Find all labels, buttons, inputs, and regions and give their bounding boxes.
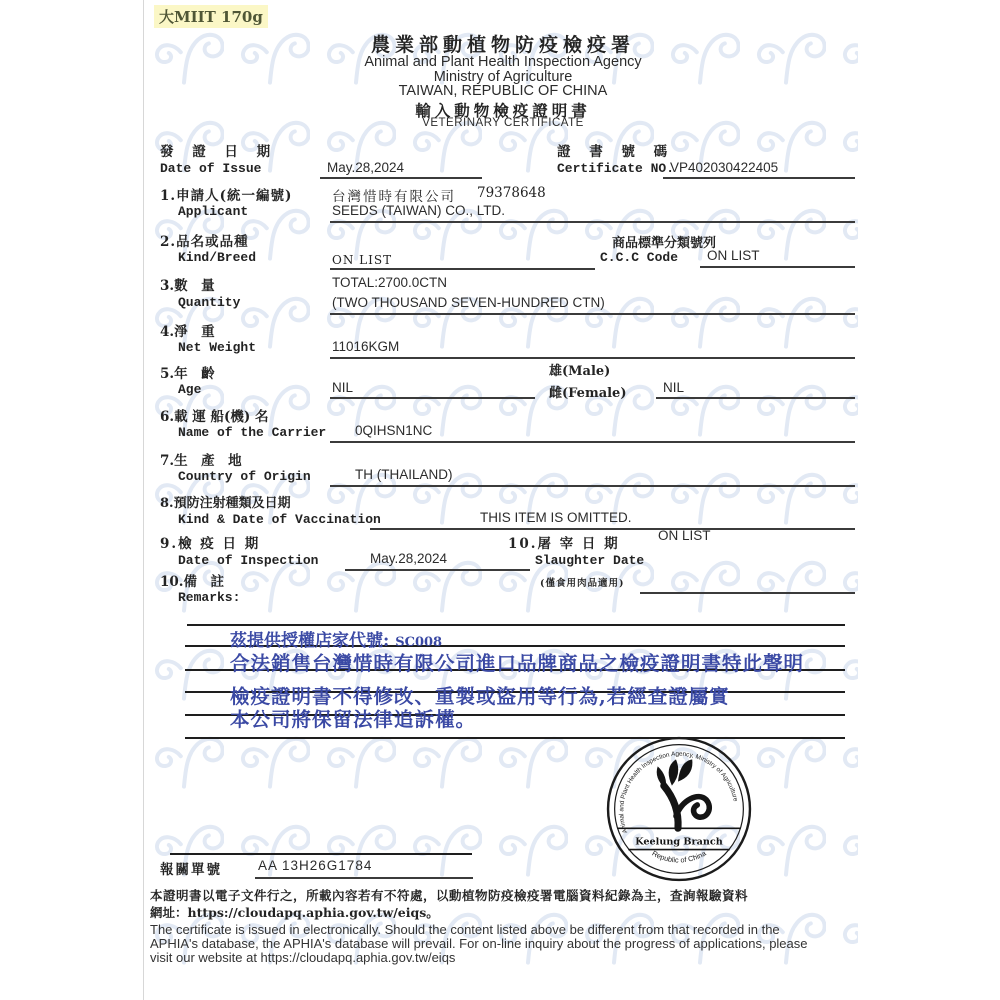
seal-branch-text: Keelung Branch bbox=[635, 836, 723, 848]
male-label: 雄(Male) bbox=[549, 364, 611, 379]
ministry-line: Ministry of Agriculture bbox=[433, 69, 573, 85]
applicant-label-en: Applicant bbox=[178, 204, 249, 219]
country-line: TAIWAN, REPUBLIC OF CHINA bbox=[398, 83, 608, 99]
customs-value: AA 13H26G1784 bbox=[258, 858, 373, 873]
female-value: NIL bbox=[663, 380, 685, 395]
footer-en-line-3: visit our website at https://cloudapq.aphia.gov.tw/eiqs bbox=[150, 950, 456, 965]
seal-tree-icon bbox=[657, 759, 710, 828]
carrier-value: 0QIHSN1NC bbox=[355, 423, 433, 438]
carrier-label-en: Name of the Carrier bbox=[178, 425, 327, 440]
underline bbox=[330, 313, 855, 315]
underline bbox=[330, 268, 595, 270]
age-label-en: Age bbox=[178, 382, 202, 397]
origin-label-en: Country of Origin bbox=[178, 469, 311, 484]
watermark-motif-icon bbox=[410, 820, 482, 878]
remark-line-1-zh: 茲提供授權店家代號: bbox=[230, 631, 390, 651]
footer-zh-line-1: 本證明書以電子文件行之，所載內容若有不符處，以動植物防疫檢疫署電腦資料紀錄為主，查詢報驗資料 bbox=[150, 888, 749, 903]
origin-label-zh: 7.生 產 地 bbox=[160, 453, 242, 469]
net-weight-label-zh: 4.淨 重 bbox=[160, 324, 215, 340]
agency-title-zh: 農業部動植物防疫檢疫署 bbox=[370, 34, 635, 56]
watermark-motif-icon bbox=[840, 468, 858, 526]
vaccination-label-zh: 8.預防注射種類及日期 bbox=[160, 496, 291, 511]
inspection-label-zh: 9.檢 疫 日 期 bbox=[160, 536, 261, 552]
watermark-motif-icon bbox=[840, 908, 858, 966]
watermark-motif-icon bbox=[840, 820, 858, 878]
underline bbox=[370, 528, 855, 530]
watermark-motif-icon bbox=[754, 204, 826, 262]
watermark-motif-icon bbox=[668, 292, 740, 350]
certificate-title-en: VETERINARY CERTIFICATE bbox=[422, 117, 584, 129]
watermark-motif-icon bbox=[754, 380, 826, 438]
underline bbox=[640, 592, 855, 594]
remarks-label-en: Remarks: bbox=[178, 590, 241, 605]
watermark-motif-icon bbox=[840, 732, 858, 790]
age-label-zh: 5.年 齡 bbox=[160, 366, 215, 382]
issue-date-value: May.28,2024 bbox=[327, 160, 405, 175]
ccc-value: ON LIST bbox=[707, 248, 760, 263]
female-label: 雌(Female) bbox=[549, 386, 627, 401]
watermark-motif-icon bbox=[840, 556, 858, 614]
net-weight-value: 11016KGM bbox=[332, 339, 400, 354]
remark-line-2: 合法銷售台灣惜時有限公司進口品牌商品之檢疫證明書特此聲明 bbox=[230, 652, 805, 675]
underline bbox=[330, 397, 535, 399]
net-weight-label-en: Net Weight bbox=[178, 340, 257, 355]
origin-value: TH (THAILAND) bbox=[355, 467, 453, 482]
certificate-title-zh: 輸入動物檢疫證明書 bbox=[415, 101, 591, 120]
watermark-motif-icon bbox=[840, 380, 858, 438]
remarks-label-zh: 10.備 註 bbox=[160, 574, 224, 590]
underline bbox=[330, 441, 855, 443]
slaughter-value: ON LIST bbox=[658, 528, 711, 543]
quantity-label-en: Quantity bbox=[178, 295, 241, 310]
seal-ring-text-bottom: Republic of China bbox=[650, 848, 708, 865]
watermark-motif-icon bbox=[668, 468, 740, 526]
watermark-motif-icon bbox=[238, 732, 310, 790]
underline bbox=[320, 177, 482, 179]
ccc-label-en: C.C.C Code bbox=[600, 250, 679, 265]
watermark-motif-icon bbox=[152, 732, 224, 790]
seal-ring-text-top: Animal and Plant Health Inspection Agency, Ministry of Agriculture bbox=[618, 750, 739, 835]
watermark-motif-icon bbox=[754, 820, 826, 878]
watermark-motif-icon bbox=[668, 556, 740, 614]
underline bbox=[656, 397, 855, 399]
kind-label-zh: 2.品名或品種 bbox=[160, 234, 249, 250]
underline bbox=[330, 221, 855, 223]
kind-value: ON LIST bbox=[332, 253, 393, 267]
watermark-motif-icon bbox=[754, 556, 826, 614]
slaughter-note: (僅食用肉品適用) bbox=[540, 578, 625, 589]
inspection-value: May.28,2024 bbox=[370, 551, 448, 566]
issue-date-label-en: Date of Issue bbox=[160, 161, 262, 176]
certificate-no-label-zh: 證 書 號 碼 bbox=[557, 144, 675, 160]
applicant-name-zh: 台灣惜時有限公司 bbox=[332, 189, 456, 205]
watermark-motif-icon bbox=[754, 292, 826, 350]
slaughter-label-en: Slaughter Date bbox=[535, 553, 645, 568]
underline bbox=[255, 877, 473, 879]
underline bbox=[330, 485, 855, 487]
ccc-label-zh: 商品標準分類號列 bbox=[612, 236, 717, 251]
kind-label-en: Kind/Breed bbox=[178, 250, 257, 265]
vaccination-label-en: Kind & Date of Vaccination bbox=[178, 512, 381, 527]
quantity-value-1: TOTAL:2700.0CTN bbox=[332, 275, 448, 290]
watermark-motif-icon bbox=[840, 292, 858, 350]
remark-line-1-code: SC008 bbox=[395, 635, 443, 650]
vaccination-value: THIS ITEM IS OMITTED. bbox=[480, 510, 632, 525]
scan-left-edge bbox=[143, 0, 144, 1000]
customs-label: 報關單號 bbox=[160, 862, 222, 878]
footer-en-line-1: The certificate is issued in electronically. Should the content listed above be different from that recorded in the bbox=[150, 922, 780, 937]
underline bbox=[330, 357, 855, 359]
product-tag-label: 大MIIT 170g bbox=[154, 5, 268, 28]
watermark-motif-icon bbox=[496, 204, 568, 262]
watermark-motif-icon bbox=[754, 468, 826, 526]
watermark-motif-icon bbox=[754, 732, 826, 790]
underline bbox=[345, 569, 530, 571]
certificate-no-label-en: Certificate NO. bbox=[557, 161, 675, 176]
quantity-value-2: (TWO THOUSAND SEVEN-HUNDRED CTN) bbox=[332, 295, 605, 310]
issue-date-label-zh: 發 證 日 期 bbox=[160, 144, 278, 160]
agency-title-en: Animal and Plant Health Inspection Agency bbox=[364, 54, 642, 70]
applicant-uniform-no: 79378648 bbox=[477, 185, 546, 201]
watermark-motif-icon bbox=[152, 644, 224, 702]
customs-top-line bbox=[170, 853, 472, 855]
inspection-label-en: Date of Inspection bbox=[178, 553, 319, 568]
applicant-label-zh: 1.申請人(統一編號) bbox=[160, 188, 293, 204]
remark-line-4: 本公司將保留法律追訴權。 bbox=[230, 708, 477, 731]
watermark-motif-icon bbox=[324, 732, 396, 790]
watermark-motif-icon bbox=[496, 820, 568, 878]
official-seal bbox=[605, 735, 753, 883]
carrier-label-zh: 6.載 運 船(機) 名 bbox=[160, 409, 269, 425]
certificate-no-value: VP402030422405 bbox=[670, 160, 779, 175]
watermark-motif-icon bbox=[410, 732, 482, 790]
slaughter-label-zh: 10.屠 宰 日 期 bbox=[508, 536, 620, 552]
underline bbox=[663, 177, 855, 179]
footer-zh-line-2: 網址：https://cloudapq.aphia.gov.tw/eiqs。 bbox=[150, 905, 439, 920]
quantity-label-zh: 3.數 量 bbox=[160, 278, 215, 294]
remark-line-3: 檢疫證明書不得修改、重製或盜用等行為,若經查證屬實 bbox=[230, 685, 730, 708]
watermark-motif-icon bbox=[496, 732, 568, 790]
underline bbox=[700, 266, 855, 268]
applicant-name-en: SEEDS (TAIWAN) CO., LTD. bbox=[332, 203, 506, 218]
age-value: NIL bbox=[332, 380, 354, 395]
footer-en-line-2: APHIA's database, the APHIA's database will prevail. For on-line inquiry about the progress of applications, please bbox=[150, 936, 808, 951]
watermark-motif-icon bbox=[840, 204, 858, 262]
watermark-motif-icon bbox=[840, 644, 858, 702]
